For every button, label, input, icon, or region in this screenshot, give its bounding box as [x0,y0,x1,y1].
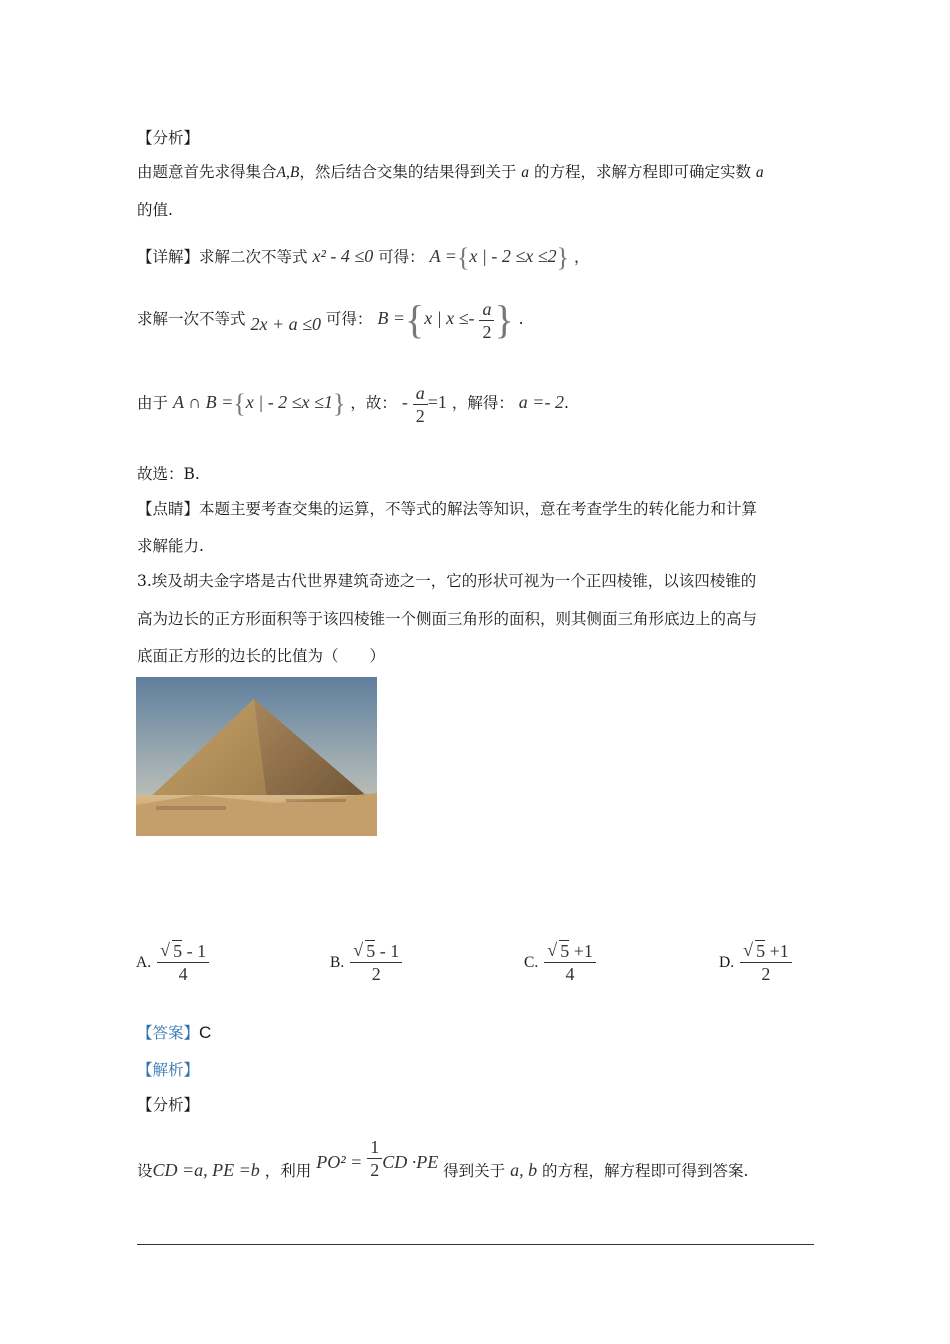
text: . [563,394,569,412]
radicand: 5 [756,941,766,961]
solution: a =- 2 [518,392,564,412]
denominator: 4 [178,964,188,984]
option-fraction [544,940,596,985]
radicand: 5 [560,941,570,961]
text: 的方程，求解方程即可确定实数 [533,163,751,181]
text: ，然后结合交集的结果得到关于 [299,163,517,181]
fraction-one-half [367,1136,382,1181]
question-line-3: 底面正方形的边长的比值为（ ） [137,647,386,665]
option-label: B. [330,953,345,971]
var-a: a [755,164,764,181]
right-brace: } [556,243,570,272]
text: 可得： [325,310,373,328]
sqrt-icon [160,940,182,962]
fraction-a-over-2 [413,382,428,427]
sqrt-icon [353,940,375,962]
radicand: 5 [366,941,376,961]
text: 得到关于 [443,1162,506,1180]
analysis-line-2: 的值. [137,201,173,219]
answer-value: C [199,1023,212,1042]
explain-label: 【解析】 [137,1061,200,1079]
answer-label: 【答案】 [137,1024,200,1042]
text: ，故： [350,394,397,412]
radicand: 5 [173,941,183,961]
text: ，利用 [264,1162,312,1180]
denominator: 4 [565,964,575,984]
detail-line-3 [137,380,569,427]
set-a-body: x | - 2 ≤x ≤2 [469,246,557,266]
text: 设 [137,1162,153,1180]
option-a[interactable] [136,940,209,985]
comment-line-1: 【点睛】本题主要考查交集的运算，不等式的解法等知识，意在考查学生的转化能力和计算 [137,500,758,518]
text: 由题意首先求得集合 [137,163,277,181]
quadratic-inequality: x² - 4 ≤0 [312,246,374,266]
option-fraction [157,940,209,985]
operator-term: +1 [573,941,593,961]
option-label: C. [524,953,539,971]
formula-lhs: PO² = [316,1152,363,1172]
sqrt-icon [743,940,765,962]
analysis2-line [137,1136,748,1195]
right-brace: } [332,389,346,418]
left-brace: { [456,243,470,272]
pyramid-photo [136,677,377,836]
text: 可得： [378,248,425,266]
comment-line-2: 求解能力. [137,537,204,555]
variable-defs: CD =a, PE =b [152,1160,260,1180]
analysis-heading: 【分析】 [137,129,200,147]
set-b-body: x | x ≤- [424,308,475,328]
option-d[interactable] [719,940,792,985]
option-fraction [740,940,792,985]
operator-term: - 1 [186,941,207,961]
text: 求解一次不等式 [137,310,246,328]
set-a-label: A = [429,246,457,266]
intersection-label: A ∩ B = [172,392,234,412]
detail-line-1 [137,243,590,272]
sets-ab: A,B [276,164,300,181]
fraction-a-over-2 [479,298,494,343]
vars-ab: a, b [510,1160,538,1180]
left-brace: { [405,297,425,342]
linear-inequality: 2x + a ≤0 [250,314,321,334]
text: 的方程，解方程即可得到答案. [542,1162,749,1180]
text: . [518,310,524,328]
denominator: 2 [482,321,492,342]
intersection-body: x | - 2 ≤x ≤1 [245,392,333,412]
right-brace: } [494,297,514,342]
text: ，解得： [451,394,514,412]
option-fraction [350,940,402,985]
numerator: a [479,298,494,321]
formula-rhs: CD ·PE [382,1152,439,1172]
footer-rule [137,1244,814,1245]
denominator: 2 [761,964,771,984]
denominator: 2 [415,405,425,426]
option-b[interactable] [330,940,402,985]
numerator: a [413,382,428,405]
answer-line [137,1022,211,1044]
option-label: A. [136,953,152,971]
analysis2-heading: 【分析】 [137,1096,200,1114]
minus-sign: - [401,392,408,412]
analysis-line [137,161,764,184]
operator-term: +1 [769,941,789,961]
option-c[interactable] [524,940,596,985]
detail-line-2 [137,296,524,346]
sqrt-icon [547,940,569,962]
numerator: 1 [367,1136,382,1159]
text: ， [574,248,590,266]
equals-one: =1 [427,392,447,412]
question-line-2: 高为边长的正方形面积等于该四棱锥一个侧面三角形的面积，则其侧面三角形底边上的高与 [137,610,758,628]
text: 由于 [137,394,169,412]
operator-term: - 1 [379,941,400,961]
question-line-1: 3.埃及胡夫金字塔是古代世界建筑奇迹之一，它的形状可视为一个正四棱锥，以该四棱锥的 [137,572,757,590]
set-b-label: B = [377,308,406,328]
var-a: a [521,164,530,181]
text: 【详解】求解二次不等式 [137,248,308,266]
denominator: 2 [371,964,381,984]
option-label: D. [719,953,735,971]
choice-line: 故选：B. [137,465,200,483]
left-brace: { [233,389,246,418]
denominator: 2 [370,1160,380,1180]
